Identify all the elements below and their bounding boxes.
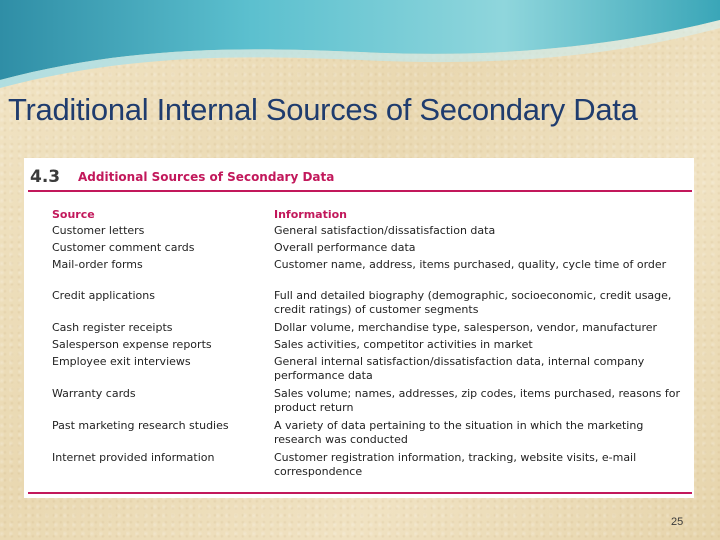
row-source: Employee exit interviews: [52, 355, 191, 368]
table-bottom-rule: [28, 492, 692, 494]
table-row: [24, 241, 694, 258]
row-information: Full and detailed biography (demographic, socioeconomic, credit usage, credit ratings) of customer segments: [274, 289, 672, 316]
row-information: A variety of data pertaining to the situation in which the marketing research was conducted: [274, 419, 644, 446]
table-number: 4.3: [30, 167, 61, 187]
row-information: Sales volume; names, addresses, zip codes, items purchased, reasons for product return: [274, 387, 681, 414]
slide-title: Traditional Internal Sources of Secondary Data: [8, 92, 638, 127]
row-information: Overall performance data: [274, 241, 416, 254]
column-header-source: Source: [52, 208, 95, 221]
row-source: Cash register receipts: [52, 321, 173, 334]
row-information: Dollar volume, merchandise type, salesperson, vendor, manufacturer: [274, 321, 658, 334]
row-source: Mail-order forms: [52, 258, 143, 271]
table-title: Additional Sources of Secondary Data: [78, 170, 335, 184]
table-row: [24, 289, 694, 321]
table-row: [24, 355, 694, 387]
table-row: [24, 321, 694, 338]
table-row: [24, 451, 694, 481]
row-source: Salesperson expense reports: [52, 338, 212, 351]
column-header-information: Information: [274, 208, 347, 221]
table-row: [24, 224, 694, 241]
row-information: Customer name, address, items purchased, quality, cycle time of order: [274, 258, 667, 271]
decorative-wave: [0, 0, 720, 95]
row-source: Credit applications: [52, 289, 155, 302]
table-panel: [24, 158, 694, 498]
row-information: General internal satisfaction/dissatisfaction data, internal company performance data: [274, 355, 645, 382]
row-source: Past marketing research studies: [52, 419, 229, 432]
table-rows: [24, 224, 694, 481]
row-source: Customer letters: [52, 224, 145, 237]
row-information: Customer registration information, tracking, website visits, e-mail correspondence: [274, 451, 637, 478]
row-information: General satisfaction/dissatisfaction data: [274, 224, 496, 237]
table-row: [24, 419, 694, 451]
table-row: [24, 258, 694, 289]
table-row: [24, 387, 694, 419]
row-source: Internet provided information: [52, 451, 215, 464]
page-number: 25: [671, 516, 684, 528]
table-row: [24, 338, 694, 355]
row-source: Warranty cards: [52, 387, 136, 400]
row-source: Customer comment cards: [52, 241, 195, 254]
row-information: Sales activities, competitor activities in market: [274, 338, 533, 351]
table-header: [30, 164, 690, 188]
table-top-rule: [28, 190, 692, 192]
